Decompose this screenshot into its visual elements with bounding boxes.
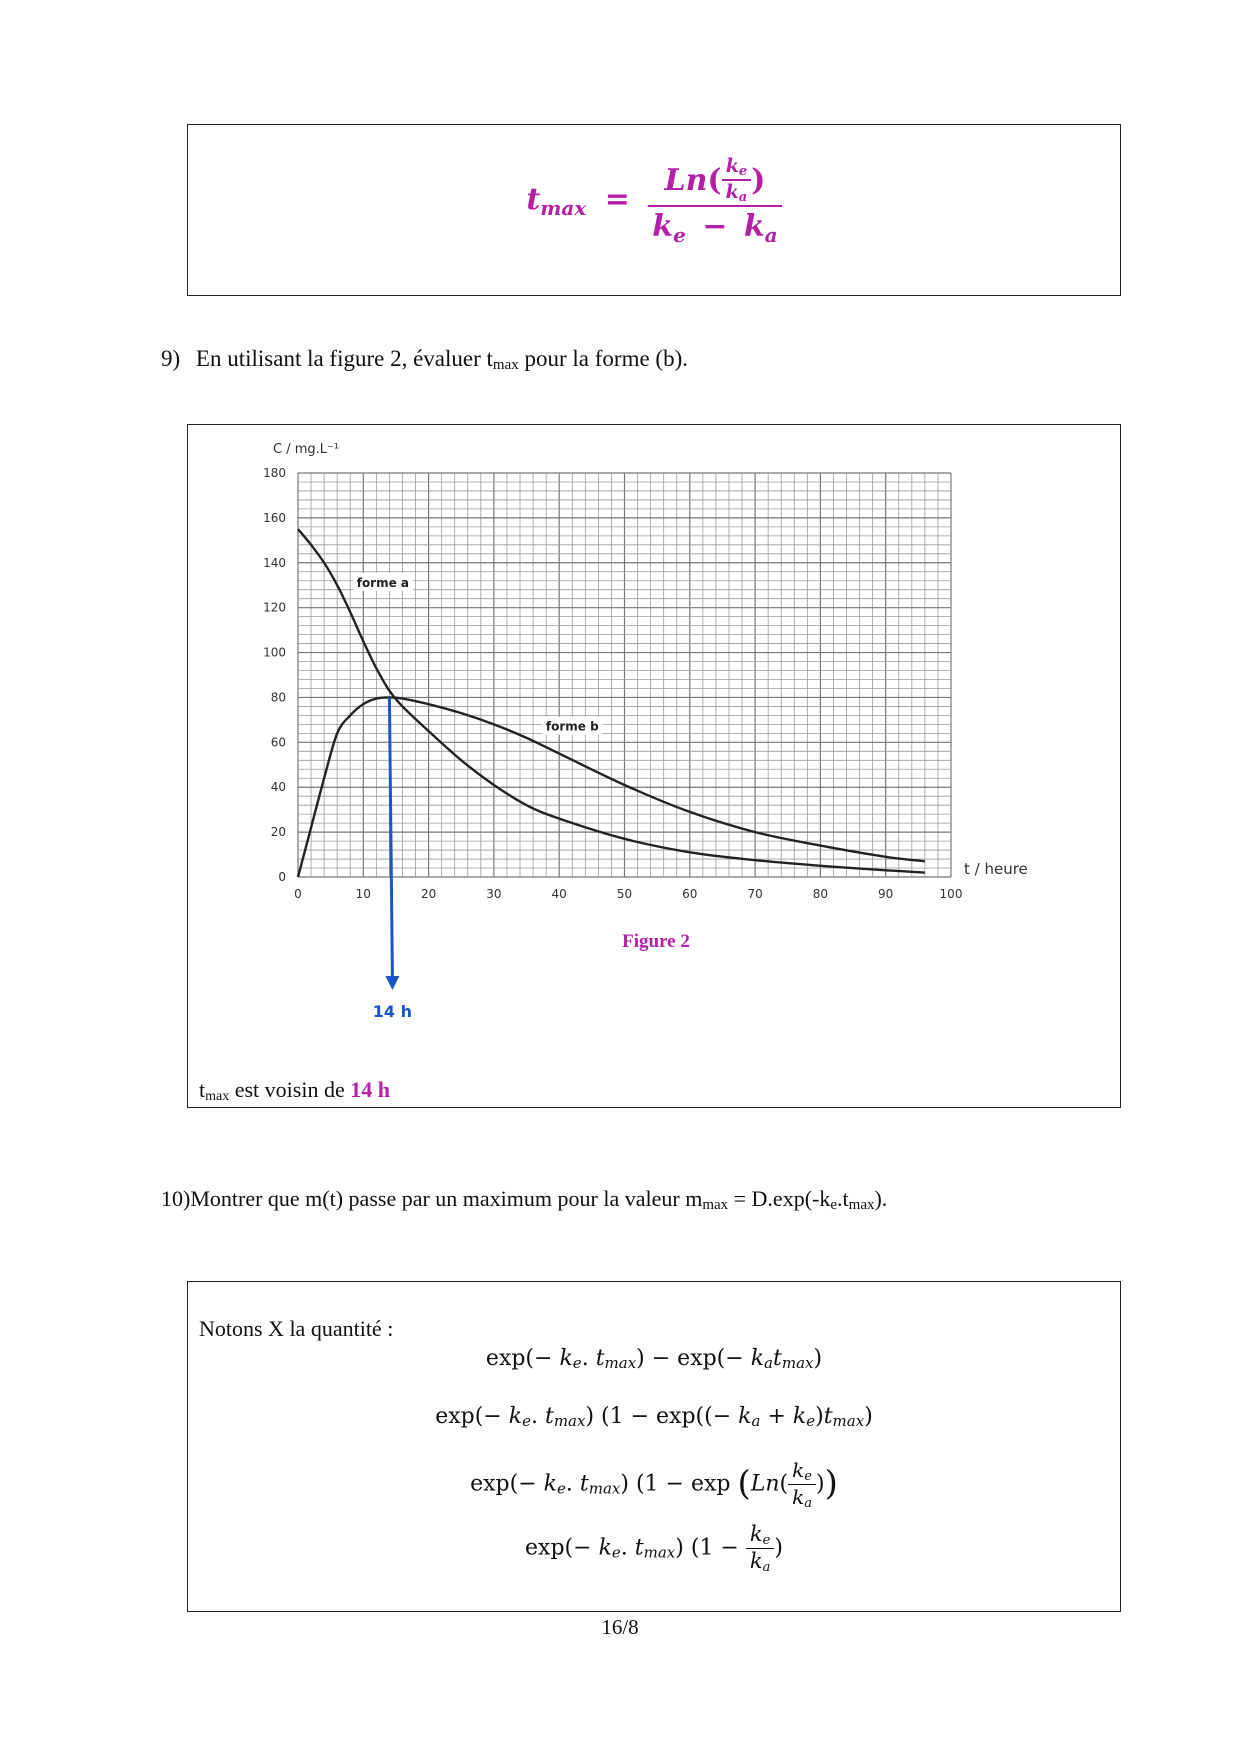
equation-line-2: $\exp(- k_e$. $t_{max}$) ($1 - \exp((- k_a + k_e)t_{max})$ bbox=[435, 1404, 873, 1430]
page-number: 16/8 bbox=[601, 1615, 639, 1639]
figure-box bbox=[187, 424, 1121, 1108]
answer-10-box bbox=[187, 1281, 1121, 1612]
annotation-arrow-head bbox=[385, 976, 399, 990]
x-tick-label: 60 bbox=[682, 887, 698, 901]
x-tick-label: 20 bbox=[420, 887, 437, 901]
y-tick-label: 100 bbox=[263, 645, 286, 660]
y-tick-label: 60 bbox=[270, 735, 286, 750]
y-tick-label: 80 bbox=[270, 690, 286, 705]
figure-caption: Figure 2 bbox=[622, 931, 690, 952]
question-text: En utilisant la figure 2, évaluer $t_{max}$ pour la forme (b). bbox=[195, 346, 688, 373]
x-tick-label: 10 bbox=[355, 887, 371, 901]
x-tick-label: 70 bbox=[747, 887, 763, 901]
y-tick-label: 20 bbox=[270, 825, 286, 840]
answer-9: tmax est voisin de 14 h bbox=[199, 1077, 390, 1104]
question-number: 10) bbox=[161, 1186, 191, 1211]
y-tick-label: 120 bbox=[263, 600, 286, 615]
x-tick-label: 30 bbox=[486, 887, 502, 901]
annotation-label: 14 h bbox=[372, 1002, 413, 1021]
question-number: 9) bbox=[161, 346, 181, 371]
equation-line-4: $\exp(- k_e$. $t_{max}$) (1 − $\frac{k_e}{k_a}$ ) bbox=[525, 1522, 783, 1575]
concentration-chart bbox=[188, 425, 1119, 1106]
answer-10-intro: Notons X la quantité : bbox=[199, 1316, 394, 1341]
annotation-arrow-shaft bbox=[389, 697, 392, 978]
x-tick-label: 90 bbox=[878, 887, 894, 901]
x-tick-label: 40 bbox=[551, 887, 567, 901]
y-tick-label: 180 bbox=[263, 466, 286, 480]
question-9 bbox=[161, 346, 688, 374]
x-tick-label: 0 bbox=[294, 887, 302, 901]
equation-line-3: $\exp(- k_e$. $t_{max}$) (1 − exp (Ln( $\frac{k_e}{k_a}$ )) bbox=[470, 1458, 838, 1511]
x-tick-label: 50 bbox=[616, 887, 633, 901]
x-tick-label: 80 bbox=[812, 887, 829, 901]
x-axis-label: t / heure bbox=[964, 860, 1028, 878]
question-10 bbox=[161, 1186, 887, 1214]
y-tick-label: 160 bbox=[263, 510, 286, 525]
series-label: forme b bbox=[545, 719, 599, 734]
y-tick-label: 40 bbox=[270, 780, 286, 795]
series-label: forme a bbox=[356, 575, 410, 590]
tmax-formula: $t_{max}$ = Ln ( $\frac{ke}{ka}$ ) $k_e - k_a$ bbox=[188, 155, 1120, 247]
formula-box bbox=[187, 124, 1121, 296]
question-text: Montrer que m(t) passe par un maximum pour la valeur $m_{max} = D.\exp(-k_e.t_{max})$. bbox=[190, 1186, 888, 1213]
y-tick-label: 0 bbox=[278, 870, 286, 884]
y-axis-label: C / mg.L⁻¹ bbox=[273, 442, 340, 457]
y-tick-label: 140 bbox=[263, 555, 286, 570]
equation-line-1: $\exp(- k_e$. $t_{max}) - \exp(- k_at_{max})$ bbox=[485, 1346, 823, 1372]
x-tick-label: 100 bbox=[939, 887, 963, 901]
